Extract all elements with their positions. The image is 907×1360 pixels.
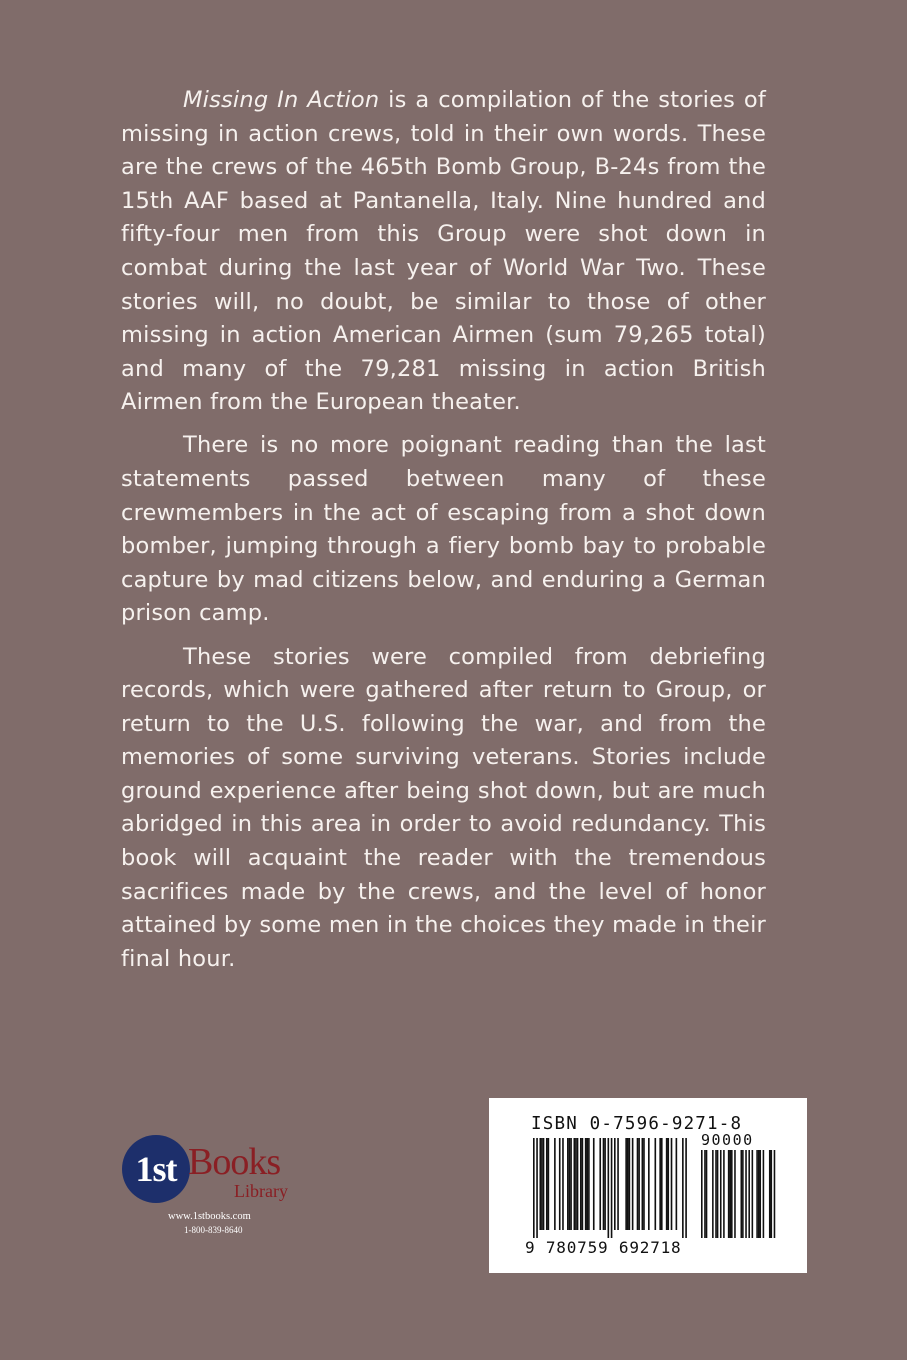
barcode-bar: [771, 1150, 773, 1238]
barcode-bar: [648, 1138, 650, 1230]
barcode-bar: [655, 1138, 657, 1230]
barcode-bar: [748, 1150, 750, 1238]
barcode-bar: [643, 1138, 645, 1230]
ean-digits: 9 780759 692718: [525, 1238, 682, 1257]
isbn-label: ISBN 0-7596-9271-8: [531, 1114, 743, 1134]
publisher-mark-circle: 1st: [122, 1135, 190, 1203]
blurb-paragraph-1-text: is a compilation of the stories of missing in action crews, told in their own words. These are the crews of the 465th Bomb Group, B-24s from the 15th AAF based at Pantanella, Italy. Nine hundred and fifty-four men from this Group were shot down in combat during the last year of World War Two. These stories will, no doubt, be similar to those of other missing in action American Airmen (sum 79,265 total) and many of the 79,281 missing in action British Airmen from the European theater.: [121, 87, 766, 416]
barcode-bar: [546, 1138, 548, 1230]
barcode-bar: [717, 1150, 719, 1238]
barcode-bar: [582, 1138, 584, 1230]
barcode-bar: [715, 1150, 717, 1238]
barcode-bar: [611, 1138, 613, 1238]
barcode-bar: [625, 1138, 627, 1230]
back-cover-blurb: [121, 84, 766, 986]
barcode-bar: [614, 1138, 616, 1230]
barcode-bar: [562, 1138, 564, 1230]
barcode-bar: [729, 1150, 731, 1238]
barcode-bar: [712, 1150, 714, 1238]
publisher-website: www.1stbooks.com: [168, 1211, 251, 1222]
barcode-bar: [617, 1138, 619, 1230]
isbn-barcode: [489, 1098, 807, 1273]
barcode-bar: [541, 1138, 543, 1230]
barcode-bar: [763, 1150, 765, 1238]
book-title-italic: Missing In Action: [183, 87, 380, 113]
barcode-bar: [756, 1150, 758, 1238]
blurb-paragraph-2: There is no more poignant reading than the last statements passed between many of these crewmembers in the act of escaping from a shot down bomber, jumping through a fiery bomb bay to probable capture by mad citizens below, and enduring a German prison camp.: [121, 432, 766, 627]
barcode-bar: [543, 1138, 545, 1230]
barcode-bar: [741, 1150, 743, 1238]
barcode-bar: [588, 1138, 590, 1230]
barcode-bar: [676, 1138, 678, 1230]
barcode-bar: [685, 1138, 687, 1238]
barcode-bar: [637, 1138, 639, 1230]
barcode-bar: [539, 1138, 541, 1230]
barcode-bar: [682, 1138, 684, 1238]
barcode-bar: [629, 1138, 631, 1230]
barcode-bar: [585, 1138, 587, 1230]
barcode-bar: [580, 1138, 582, 1230]
barcode-bar: [745, 1150, 747, 1238]
barcode-bar: [642, 1138, 644, 1230]
price-addon-digits: 90000: [701, 1131, 754, 1149]
barcode-bar: [632, 1138, 634, 1230]
barcode-bar: [577, 1138, 579, 1230]
barcode-bar: [731, 1150, 733, 1238]
barcode-bar: [667, 1138, 669, 1230]
barcode-bar: [569, 1138, 571, 1230]
barcode-bar: [666, 1138, 668, 1230]
barcode-bar: [659, 1138, 661, 1230]
barcode-bar: [671, 1138, 673, 1230]
barcode-bar: [559, 1138, 561, 1230]
barcode-bar: [638, 1138, 640, 1230]
barcode-bar: [567, 1138, 569, 1230]
barcode-bar: [704, 1150, 706, 1238]
barcode-bar: [574, 1138, 576, 1230]
barcode-bar: [769, 1150, 771, 1238]
barcode-bar: [706, 1150, 708, 1238]
barcode-bar: [548, 1138, 550, 1230]
barcode-bar: [570, 1138, 572, 1230]
barcode-bar: [728, 1150, 730, 1238]
barcode-bar: [593, 1138, 595, 1230]
barcode-bar: [723, 1150, 725, 1238]
publisher-wordmark: Books: [188, 1141, 281, 1183]
barcode-bar: [575, 1138, 577, 1230]
barcode-bar: [586, 1138, 588, 1230]
barcode-bar: [742, 1150, 744, 1238]
publisher-logo: [118, 1125, 318, 1240]
barcode-bar: [701, 1150, 703, 1238]
barcode-bar: [533, 1138, 535, 1238]
barcode-bar: [608, 1138, 610, 1238]
barcode-bar: [758, 1150, 760, 1238]
barcode-bar: [604, 1138, 606, 1230]
barcode-bar: [599, 1138, 601, 1230]
barcode-bar: [774, 1150, 776, 1238]
publisher-phone: 1-800-839-8640: [184, 1225, 243, 1235]
barcode-bar: [720, 1150, 722, 1238]
blurb-paragraph-3: These stories were compiled from debriefing records, which were gathered after return to Group, or return to the U.S. following the war, and from the memories of some surviving veterans. Stories include ground experience after being shot down, but are much abridged in this area in order to avoid redundancy. This book will acquaint the reader with the tremendous sacrifices made by the crews, and the level of honor attained by some men in the choices they made in their final hour.: [121, 643, 766, 972]
barcode-bar: [603, 1138, 605, 1230]
barcode-bar: [627, 1138, 629, 1230]
barcode-bar: [734, 1150, 736, 1238]
barcode-bar: [536, 1138, 538, 1238]
barcode-bar: [759, 1150, 761, 1238]
blurb-paragraph-1: [121, 84, 766, 420]
barcode-bar: [554, 1138, 556, 1230]
barcode-bar: [752, 1150, 754, 1238]
barcode-bar: [661, 1138, 663, 1230]
publisher-library-label: Library: [234, 1181, 288, 1201]
